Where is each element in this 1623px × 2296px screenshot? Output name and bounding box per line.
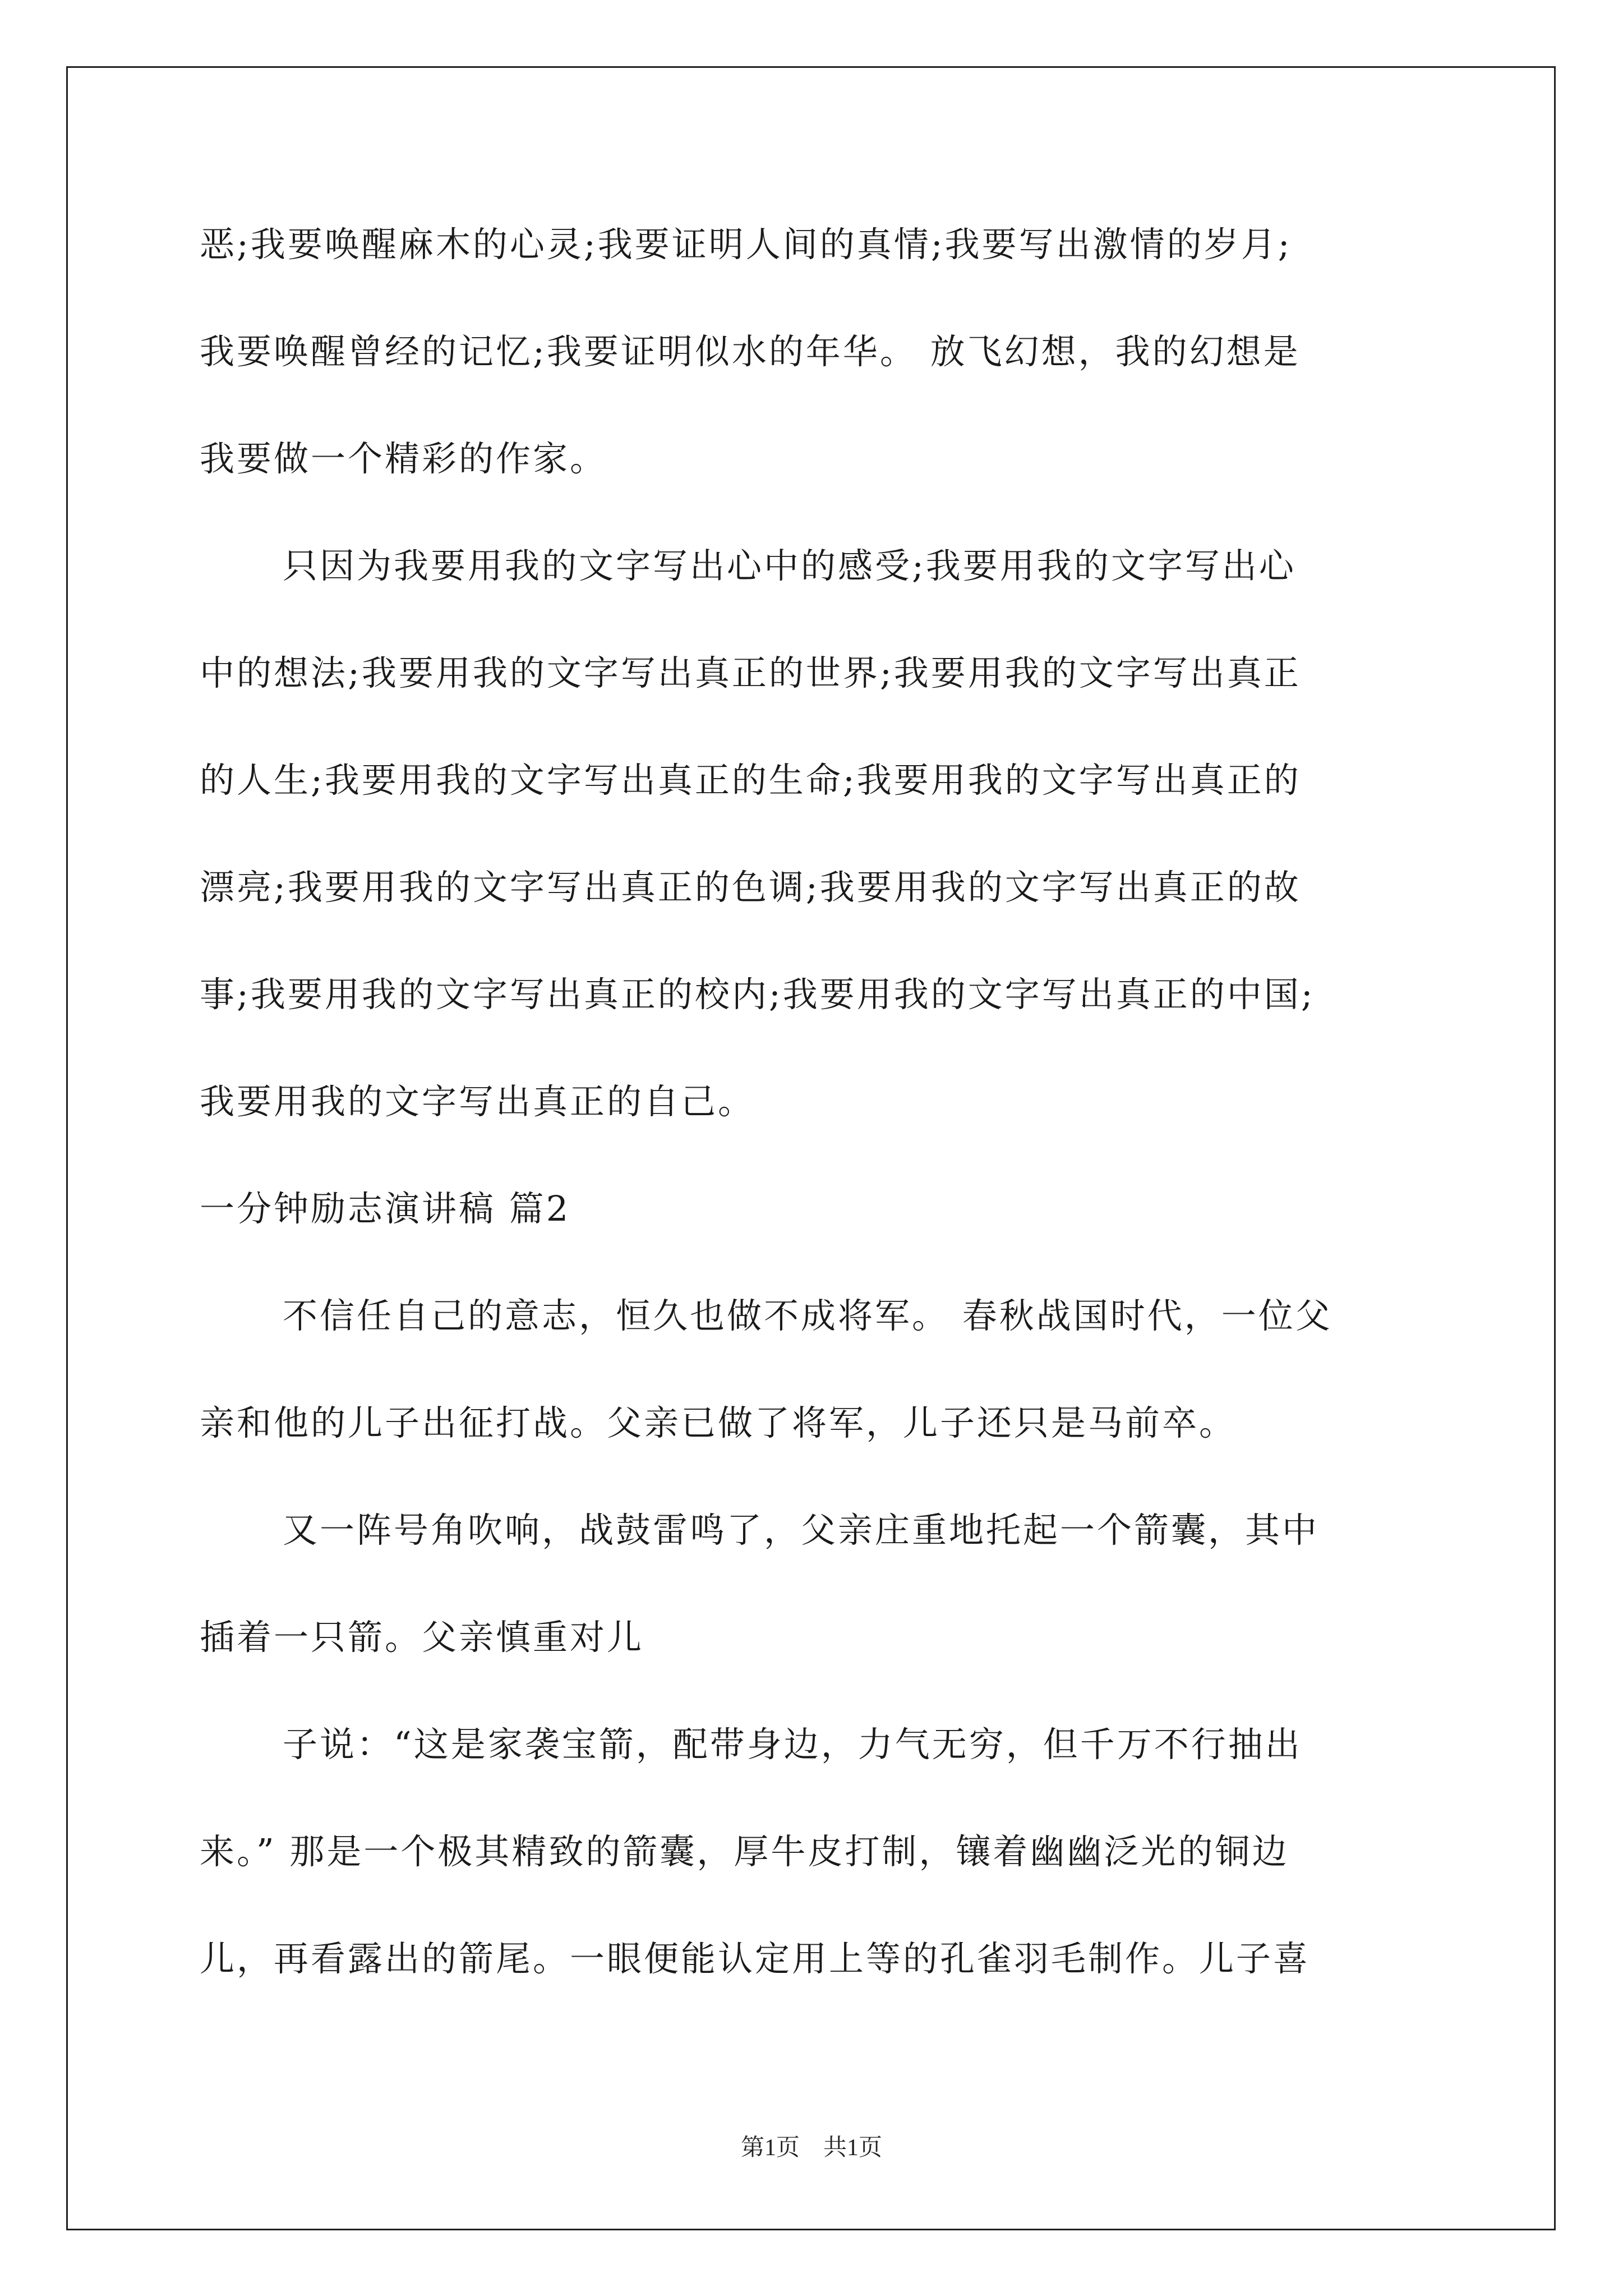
text-line: 漂亮;我要用我的文字写出真正的色调;我要用我的文字写出真正的故 bbox=[200, 867, 1301, 908]
text-line: 子说：“这是家袭宝箭，配带身边，力气无穷，但千万不行抽出 bbox=[283, 1724, 1302, 1765]
section-heading: 一分钟励志演讲稿 篇2 bbox=[200, 1188, 571, 1229]
text-line: 亲和他的儿子出征打战。父亲已做了将军，儿子还只是马前卒。 bbox=[200, 1402, 1237, 1443]
page-footer: 第1页 共1页 bbox=[740, 2135, 882, 2161]
text-line: 事;我要用我的文字写出真正的校内;我要用我的文字写出真正的中国; bbox=[200, 974, 1315, 1015]
text-line: 我要唤醒曾经的记忆;我要证明似水的年华。 放飞幻想，我的幻想是 bbox=[200, 331, 1301, 372]
text-line: 中的想法;我要用我的文字写出真正的世界;我要用我的文字写出真正 bbox=[200, 652, 1301, 693]
text-line: 又一阵号角吹响，战鼓雷鸣了，父亲庄重地托起一个箭囊，其中 bbox=[283, 1510, 1320, 1550]
text-line: 我要做一个精彩的作家。 bbox=[200, 438, 607, 479]
text-line: 的人生;我要用我的文字写出真正的生命;我要用我的文字写出真正的 bbox=[200, 760, 1301, 800]
text-line: 不信任自己的意志，恒久也做不成将军。 春秋战国时代，一位父 bbox=[283, 1295, 1332, 1336]
text-line: 插着一只箭。父亲慎重对儿 bbox=[200, 1617, 644, 1658]
document-body bbox=[200, 191, 1456, 2012]
text-line: 我要用我的文字写出真正的自己。 bbox=[200, 1081, 755, 1122]
text-line: 恶;我要唤醒麻木的心灵;我要证明人间的真情;我要写出激情的岁月; bbox=[200, 224, 1292, 265]
text-line: 只因为我要用我的文字写出心中的感受;我要用我的文字写出心 bbox=[283, 545, 1296, 586]
text-line: 儿，再看露出的箭尾。一眼便能认定用上等的孔雀羽毛制作。儿子喜 bbox=[200, 1938, 1311, 1979]
text-line: 来。” 那是一个极其精致的箭囊，厚牛皮打制，镶着幽幽泛光的铜边 bbox=[200, 1831, 1289, 1872]
